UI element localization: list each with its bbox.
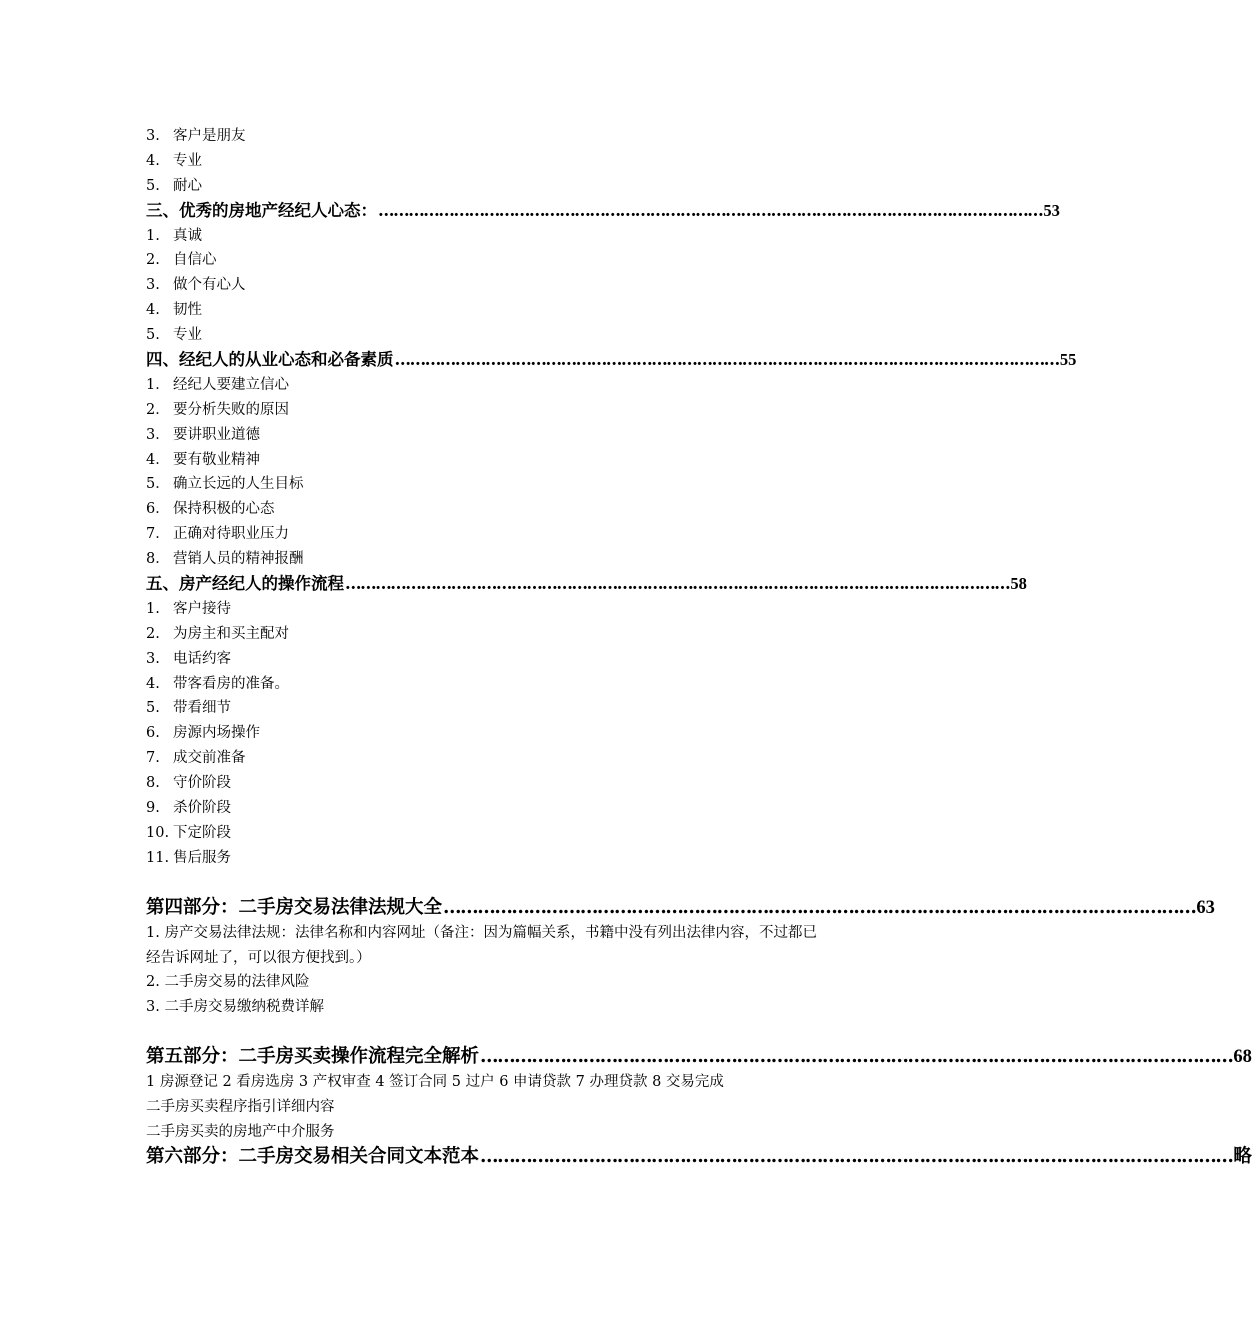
- list-item: 3. 客户是朋友: [146, 128, 246, 144]
- list-item: 6． 保持积极的心态: [146, 501, 275, 518]
- part-title: 第六部分：二手房交易相关合同文本范本: [146, 1145, 480, 1167]
- page-number: 略: [1233, 1146, 1252, 1167]
- section-heading: [146, 572, 1027, 597]
- list-item: 4. 专业: [146, 152, 202, 169]
- list-item: 10. 下定阶段: [146, 824, 231, 841]
- section-title: 三、优秀的房地产经纪人心态：: [146, 200, 377, 220]
- list-item: 9. 杀价阶段: [146, 800, 231, 817]
- list-item: 3. 电话约客: [146, 650, 231, 667]
- section-title: 五、房产经纪人的操作流程: [146, 574, 344, 594]
- list-continuation: [146, 124, 826, 199]
- leader-dots: ……………………………………………………………………………………………………………………: [480, 1046, 1233, 1068]
- page-number: 53: [1043, 200, 1060, 220]
- list-item: 7. 成交前准备: [146, 750, 246, 767]
- leader-dots: ……………………………………………………………………………………………………………………: [480, 1145, 1233, 1167]
- list-item: 4. 带客看房的准备。: [146, 675, 289, 692]
- paragraph: 1. 房产交易法律法规：法律名称和内容网址（备注：因为篇幅关系，书籍中没有列出法律内容，不过都已经告诉网址了，可以很方便找到。）: [146, 924, 817, 966]
- list-item: 3. 做个有心人: [146, 277, 246, 294]
- paragraph: 二手房买卖程序指引详细内容: [146, 1099, 335, 1116]
- section-heading: [146, 199, 1060, 224]
- section-title: 四、经纪人的从业心态和必备素质: [146, 350, 394, 370]
- list-item: 5. 耐心: [146, 177, 202, 194]
- part-title: 第四部分：二手房交易法律法规大全: [146, 896, 443, 918]
- paragraph: 3. 二手房交易缴纳税费详解: [146, 999, 324, 1016]
- page-number: 68: [1233, 1047, 1252, 1068]
- list-item: 8． 营销人员的精神报酬: [146, 551, 304, 568]
- list-item: 1． 经纪人要建立信心: [146, 376, 289, 393]
- list-item: 4. 韧性: [146, 302, 202, 319]
- page-number: 63: [1196, 897, 1215, 918]
- spacer: [146, 871, 826, 896]
- paragraph: 2. 二手房交易的法律风险: [146, 974, 310, 991]
- list-item: 8. 守价阶段: [146, 775, 231, 792]
- part-heading: [146, 1045, 1252, 1070]
- list-item: 11. 售后服务: [146, 849, 231, 866]
- paragraph: 1 房源登记 2 看房选房 3 产权审查 4 签订合同 5 过户 6 申请贷款 7 办理贷款 8 交易完成: [146, 1074, 724, 1091]
- leader-dots: ……………………………………………………………………………………………………………………: [394, 350, 1059, 370]
- list-item: 1. 客户接待: [146, 600, 231, 617]
- part-title: 第五部分：二手房买卖操作流程完全解析: [146, 1046, 480, 1068]
- list-item: 2. 为房主和买主配对: [146, 625, 289, 642]
- table-of-contents: [146, 124, 1252, 1170]
- leader-dots: ……………………………………………………………………………………………………………………: [345, 574, 1010, 594]
- list-item: 7． 正确对待职业压力: [146, 526, 289, 543]
- list-item: 5． 确立长远的人生目标: [146, 476, 304, 493]
- leader-dots: ……………………………………………………………………………………………………………………: [443, 896, 1196, 918]
- list-item: 1. 真诚: [146, 227, 202, 244]
- list-item: 6. 房源内场操作: [146, 725, 260, 742]
- part-heading: [146, 1145, 1252, 1170]
- list-item: 4． 要有敬业精神: [146, 451, 260, 468]
- list-item: 5. 带看细节: [146, 700, 231, 717]
- list-item: 3． 要讲职业道德: [146, 426, 260, 443]
- leader-dots: ……………………………………………………………………………………………………………………: [378, 200, 1043, 220]
- paragraph: 二手房买卖的房地产中介服务: [146, 1123, 335, 1140]
- page-number: 55: [1059, 350, 1077, 370]
- list-item: 2． 要分析失败的原因: [146, 401, 289, 418]
- spacer: [146, 1020, 826, 1045]
- list-item: 5. 专业: [146, 327, 202, 344]
- section-heading: [146, 348, 1077, 373]
- part-heading: [146, 896, 1215, 921]
- list-item: 2. 自信心: [146, 252, 217, 269]
- page-number: 58: [1010, 574, 1027, 594]
